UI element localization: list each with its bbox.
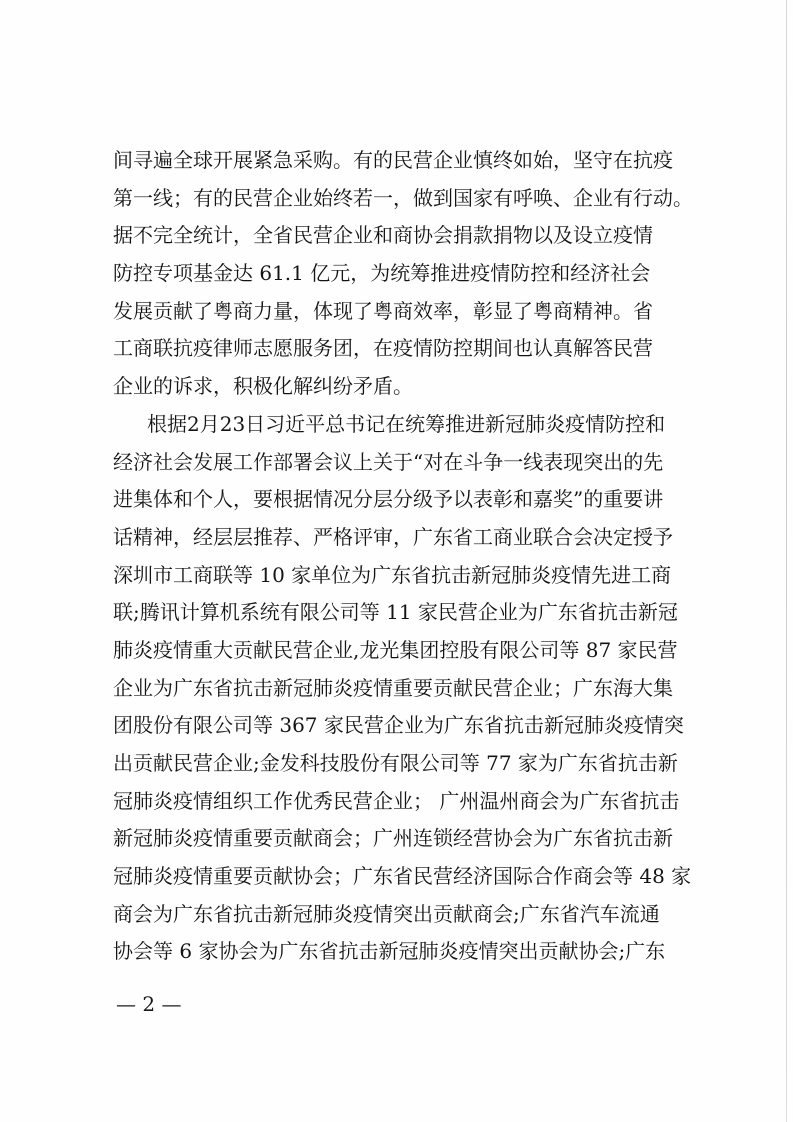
text-line: 新冠肺炎疫情重要贡献商会；广州连锁经营协会为广东省抗击新 bbox=[113, 826, 673, 851]
text-line: 联;腾讯计算机系统有限公司等 11 家民营企业为广东省抗击新冠 bbox=[113, 600, 678, 625]
text-line: 商会为广东省抗击新冠肺炎疫情突出贡献商会;广东省汽车流通 bbox=[113, 901, 660, 926]
text-line: 出贡献民营企业;金发科技股份有限公司等 77 家为广东省抗击新 bbox=[113, 751, 678, 775]
text-line: 经济社会发展工作部署会议上关于“对在斗争一线表现突出的先 bbox=[113, 449, 664, 474]
text-line: 深圳市工商联等 10 家单位为广东省抗击新冠肺炎疫情先进工商 bbox=[113, 562, 672, 587]
text-line: 企业的诉求，积极化解纠纷矛盾。 bbox=[113, 374, 413, 399]
text-line: 肺炎疫情重大贡献民营企业,龙光集团控股有限公司等 87 家民营 bbox=[113, 637, 678, 662]
text-line: 间寻遍全球开展紧急采购。有的民营企业慎终如始，坚守在抗疫 bbox=[113, 148, 673, 172]
text-line: 据不完全统计，全省民营企业和商协会捐款捐物以及设立疫情 bbox=[113, 223, 653, 248]
paragraph-first-line: 根据2月23日习近平总书记在统筹推进新冠肺炎疫情防控和 bbox=[147, 411, 666, 436]
page-number: — 2 — bbox=[116, 992, 182, 1016]
text-line: 冠肺炎疫情组织工作优秀民营企业； 广州温州商会为广东省抗击 bbox=[113, 788, 680, 813]
text-line: 协会等 6 家协会为广东省抗击新冠肺炎疫情突出贡献协会;广东 bbox=[113, 939, 666, 964]
text-line: 团股份有限公司等 367 家民营企业为广东省抗击新冠肺炎疫情突 bbox=[113, 713, 684, 738]
scan-edge-divider bbox=[786, 0, 787, 1122]
text-line: 话精神，经层层推荐、严格评审，广东省工商业联合会决定授予 bbox=[113, 524, 673, 549]
text-line: 进集体和个人，要根据情况分层分级予以表彰和嘉奖”的重要讲 bbox=[113, 487, 664, 512]
text-line: 冠肺炎疫情重要贡献协会；广东省民营经济国际合作商会等 48 家 bbox=[113, 864, 692, 889]
text-line: 第一线；有的民营企业始终若一，做到国家有呼唤、企业有行动。 bbox=[113, 185, 693, 210]
text-line: 工商联抗疫律师志愿服务团，在疫情防控期间也认真解答民营 bbox=[113, 336, 653, 361]
text-line: 防控专项基金达 61.1 亿元，为统筹推进疫情防控和经济社会 bbox=[113, 261, 651, 286]
text-line: 企业为广东省抗击新冠肺炎疫情重要贡献民营企业；广东海大集 bbox=[113, 675, 673, 700]
text-line: 发展贡献了粤商力量，体现了粤商效率，彰显了粤商精神。省 bbox=[113, 298, 653, 323]
body-text bbox=[113, 142, 693, 971]
